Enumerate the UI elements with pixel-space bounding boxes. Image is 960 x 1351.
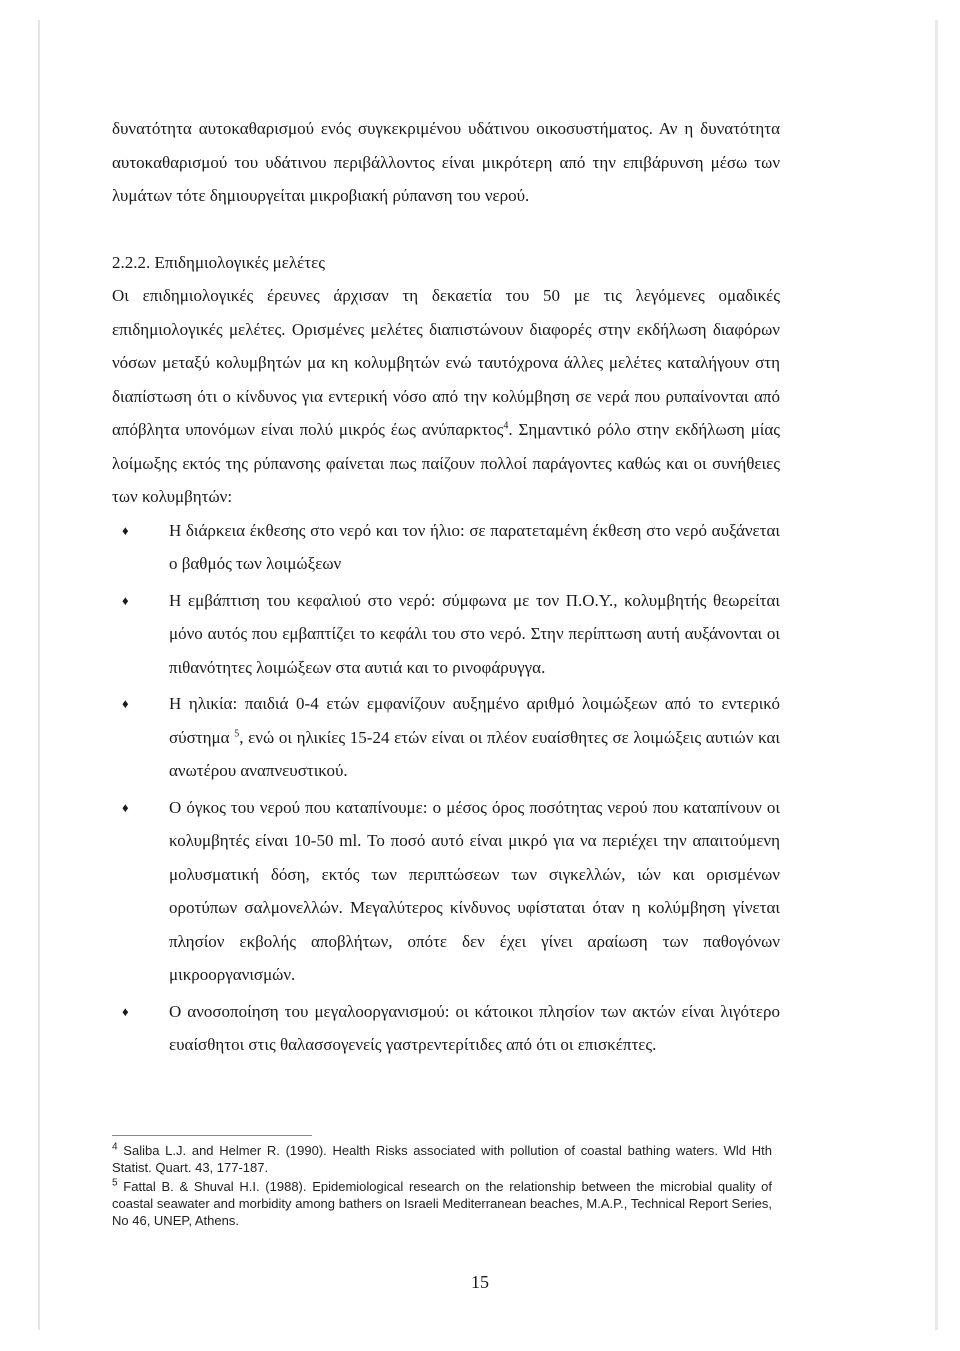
footnote-text: Saliba L.J. and Helmer R. (1990). Health Risks associated with pollution of coastal bathing waters. Wld Hth Statist. Quart. 43, 177-187.: [112, 1143, 772, 1175]
diamond-bullet-icon: ♦: [122, 592, 129, 608]
list-item-text: Ο όγκος του νερού που καταπίνουμε: ο μέσος όρος ποσότητας νερού που καταπίνουν οι κολυμβητές είναι 10-50 ml. Το ποσό αυτό είναι μικρό για να περιέχει την απαιτούμενη μολυσματική δόση, εκτός των περιπτώσεων των σιγκελλών, ιών και ορισμένων οροτύπων σαλμονελλών. Μεγαλύτερος κίνδυνος υφίσταται όταν η κολύμβηση γίνεται πλησίον εκβολής αποβλήτων, οπότε δεν έχει γίνει αραίωση των παθογόνων μικροοργανισμών.: [169, 797, 780, 984]
main-paragraph-text: Οι επιδημιολογικές έρευνες άρχισαν τη δεκαετία του 50 με τις λεγόμενες ομαδικές επιδημιολογικές μελέτες. Ορισμένες μελέτες διαπιστώνουν διαφορές στην εκδήλωση διαφόρων νόσων μεταξύ κολυμβητών μα κη κολυμβητών ενώ ταυτόχρονα άλλες μελέτες καταλήγουν στη διαπίστωση ότι ο κίνδυνος για εντερική νόσο από την κολύμβηση σε νερά που ρυπαίνονται από απόβλητα υπονόμων είναι πολύ μικρός έως ανύπαρκτος: [112, 286, 780, 439]
footnote-divider: [112, 1135, 312, 1136]
scan-edge-right: [935, 20, 938, 1330]
intro-paragraph: δυνατότητα αυτοκαθαρισμού ενός συγκεκριμένου υδάτινου οικοσυστήματος. Αν η δυνατότητα αυτοκαθαρισμού του υδάτινου περιβάλλοντος είναι μικρότερη από την επιβάρυνση μέσω των λυμάτων τότε δημιουργείται μικροβιακή ρύπανση του νερού.: [112, 119, 780, 205]
main-paragraph: [112, 279, 780, 514]
diamond-bullet-icon: ♦: [122, 799, 129, 815]
footnote-text: Fattal B. & Shuval H.I. (1988). Epidemiological research on the relationship between the microbial quality of coastal seawater and morbidity among bathers on Israeli Mediterranean beaches, M.A.P., Technical Report Series, No 46, UNEP, Athens.: [112, 1179, 772, 1228]
section-heading: 2.2.2. Επιδημιολογικές μελέτες: [112, 252, 325, 272]
diamond-bullet-icon: ♦: [122, 522, 129, 538]
diamond-bullet-icon: ♦: [122, 696, 129, 711]
list-item-text: Η ηλικία: παιδιά 0-4 ετών εμφανίζουν αυξημένο αριθμό λοιμώξεων από το εντερικό σύστημα: [169, 694, 780, 747]
list-item: [112, 791, 780, 992]
scan-edge-left: [38, 20, 40, 1330]
footnote-ref-4: 4: [503, 420, 509, 432]
paragraph-gap: [112, 213, 780, 246]
list-item-text: Η εμβάπτιση του κεφαλιού στο νερό: σύμφωνα με τον Π.Ο.Υ., κολυμβητής θεωρείται μόνο αυτός που εμβαπτίζει το κεφάλι του στο νερό. Στην περίπτωση αυτή αυξάνονται οι πιθανότητες λοιμώξεων στα αυτιά και το ρινοφάρυγγα.: [169, 590, 780, 677]
page-number: 15: [471, 1272, 489, 1292]
list-item-text: Ο ανοσοποίηση του μεγαλοοργανισμού: οι κάτοικοι πλησίον των ακτών είναι λιγότερο ευαίσθητοι στις θαλασσογενείς γαστρεντερίτιδες από ότι οι επισκέπτες.: [169, 1001, 780, 1054]
list-item: [112, 995, 780, 1062]
list-item: [112, 514, 780, 581]
footnote: [112, 1142, 772, 1176]
factor-list: [112, 514, 780, 1062]
footnote-mark: 4: [112, 1141, 118, 1153]
footnote-mark: 5: [112, 1177, 118, 1189]
list-item-text: Η διάρκεια έκθεσης στο νερό και τον ήλιο: σε παρατεταμένη έκθεση στο νερό αυξάνεται ο βαθμός των λοιμώξεων: [169, 520, 780, 573]
footnote: [112, 1178, 772, 1229]
page-body: [112, 112, 780, 1062]
list-item-text-end: , ενώ οι ηλικίες 15-24 ετών είναι οι πλέον ευαίσθητες σε λοιμώξεις αυτιών και ανωτέρου αναπνευστικού.: [169, 727, 780, 780]
list-item: [112, 584, 780, 685]
diamond-bullet-icon: ♦: [122, 1003, 129, 1019]
main-paragraph-text-end: . Σημαντικό ρόλο στην εκδήλωση μίας λοίμωξης εκτός της ρύπανσης φαίνεται πως παίζουν πολλοί παράγοντες καθώς και οι συνήθειες των κολυμβητών:: [112, 420, 781, 506]
footnotes: [112, 1135, 772, 1231]
footnote-ref-5: 5: [234, 727, 240, 739]
list-item: [112, 687, 780, 788]
